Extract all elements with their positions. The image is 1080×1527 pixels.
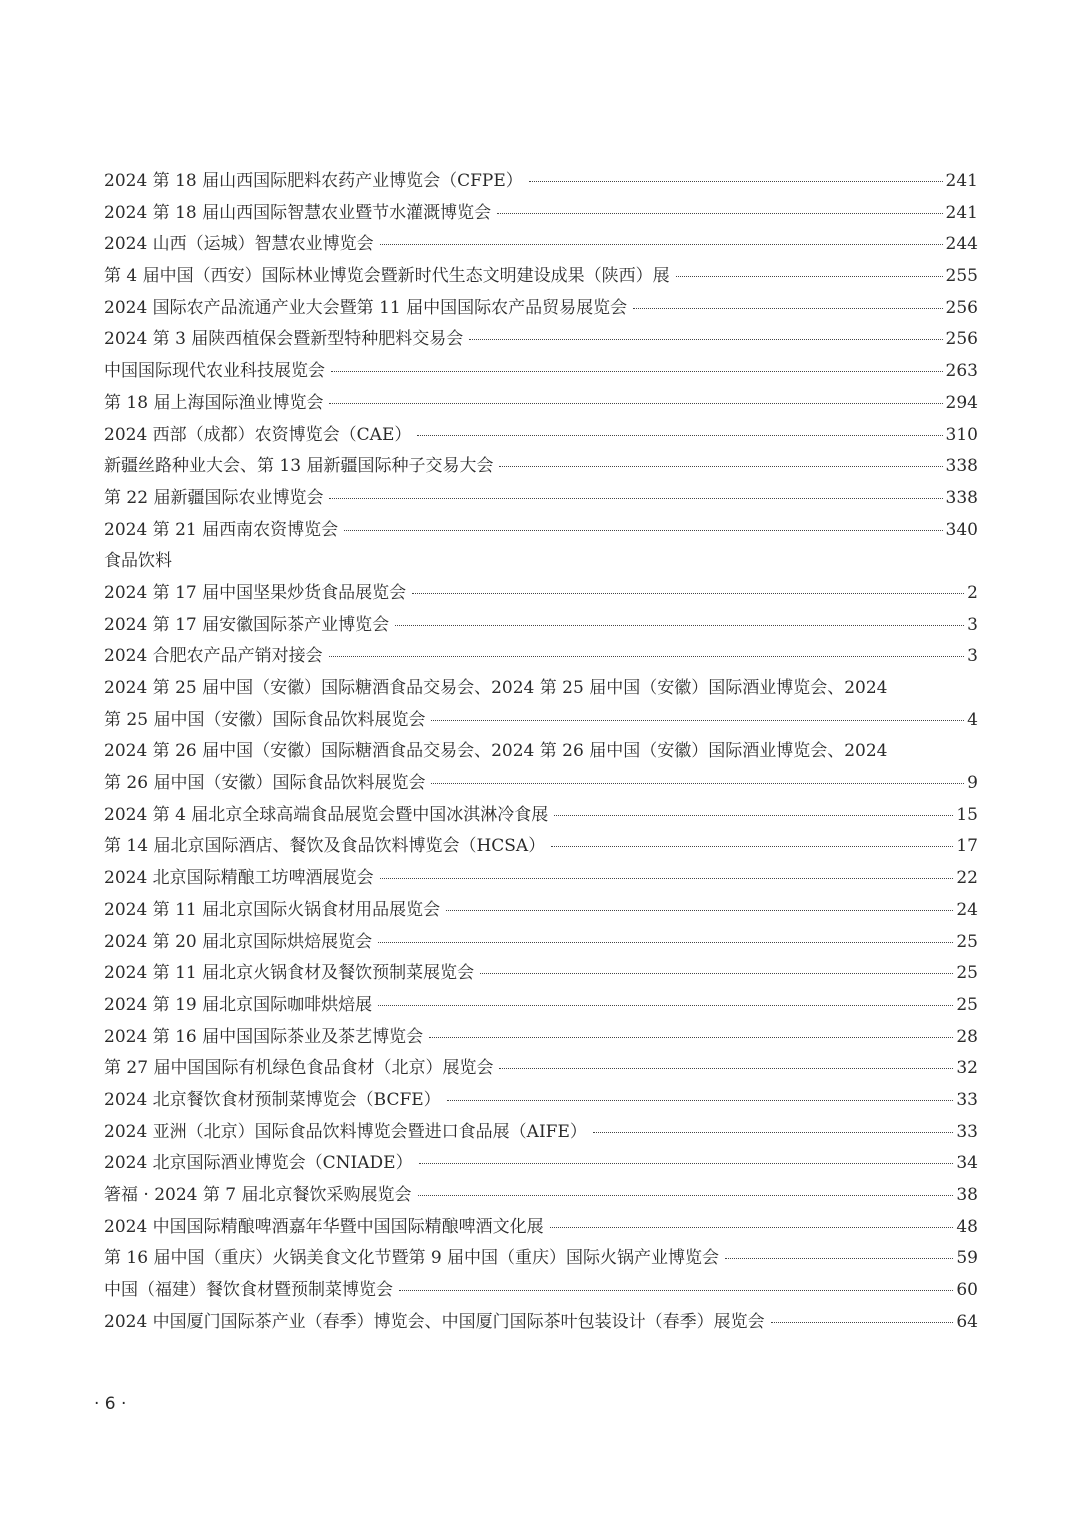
toc-entry-page: 38 — [956, 1185, 978, 1205]
dot-leader — [469, 339, 942, 340]
section-heading-food: 食品饮料 — [104, 551, 172, 572]
dot-leader — [447, 1100, 954, 1101]
dot-leader — [378, 1005, 953, 1006]
dot-leader — [380, 878, 954, 879]
toc-entry-page: 256 — [945, 329, 978, 350]
toc-entry-page: 59 — [956, 1248, 978, 1269]
toc-entry-title: 第 26 届中国（安徽）国际食品饮料展览会 — [104, 773, 426, 794]
toc-entry-page: 28 — [956, 1026, 978, 1047]
toc-entry-page: 22 — [956, 868, 978, 889]
toc-entry-title: 2024 亚洲（北京）国际食品饮料博览会暨进口食品展（AIFE） — [104, 1121, 587, 1142]
toc-entry-title: 第 14 届北京国际酒店、餐饮及食品饮料博览会（HCSA） — [104, 836, 546, 857]
toc-entry-page: 15 — [956, 804, 978, 825]
toc-entry[interactable] — [104, 515, 978, 547]
dot-leader — [497, 213, 942, 214]
toc-entry-title: 2024 第 19 届北京国际咖啡烘焙展 — [104, 994, 373, 1015]
toc-entry-page: 2 — [967, 582, 978, 603]
toc-entry-page: 4 — [967, 709, 978, 730]
toc-entry-title: 2024 北京国际精酿工坊啤酒展览会 — [104, 868, 374, 889]
dot-leader — [676, 276, 943, 277]
toc-entry-title: 2024 山西（运城）智慧农业博览会 — [104, 234, 374, 255]
toc-entry-page: 25 — [956, 931, 978, 952]
dot-leader — [771, 1322, 954, 1323]
dot-leader — [550, 1227, 954, 1228]
dot-leader — [418, 1195, 954, 1196]
table-of-contents — [104, 166, 978, 1338]
dot-leader — [554, 815, 953, 816]
toc-entry[interactable] — [104, 293, 978, 325]
toc-entry[interactable] — [104, 324, 978, 356]
dot-leader — [529, 181, 943, 182]
toc-entry[interactable] — [104, 831, 978, 863]
dot-leader — [431, 783, 964, 784]
dot-leader — [329, 656, 965, 657]
toc-entry-page: 256 — [945, 297, 978, 318]
toc-entry-title: 箸福 · 2024 第 7 届北京餐饮采购展览会 — [104, 1185, 412, 1205]
dot-leader — [633, 308, 942, 309]
dot-leader — [431, 720, 964, 721]
toc-entry[interactable] — [104, 1307, 978, 1339]
toc-entry[interactable] — [104, 1212, 978, 1244]
toc-entry[interactable] — [104, 198, 978, 230]
dot-leader — [331, 371, 943, 372]
toc-entry-page: 241 — [945, 202, 978, 223]
toc-entry-page: 25 — [956, 994, 978, 1015]
dot-leader — [429, 1037, 953, 1038]
toc-entry-page: 244 — [945, 234, 978, 255]
toc-entry[interactable] — [104, 800, 978, 832]
toc-entry-title: 2024 第 11 届北京国际火锅食材用品展览会 — [104, 899, 441, 920]
toc-entry-page: 64 — [956, 1311, 978, 1332]
toc-entry[interactable] — [104, 610, 978, 642]
toc-entry-title: 2024 北京国际酒业博览会（CNIADE） — [104, 1153, 413, 1174]
toc-entry[interactable] — [104, 1117, 978, 1149]
toc-entry[interactable] — [104, 483, 978, 515]
toc-entry[interactable] — [104, 1148, 978, 1180]
dot-leader — [551, 846, 953, 847]
toc-entry-page: 294 — [945, 392, 978, 413]
dot-leader — [412, 593, 964, 594]
toc-entry-title: 2024 中国厦门国际茶产业（春季）博览会、中国厦门国际茶叶包装设计（春季）展览会 — [104, 1311, 765, 1332]
dot-leader — [499, 1068, 953, 1069]
toc-entry-page: 60 — [956, 1280, 978, 1301]
toc-entry[interactable] — [104, 1022, 978, 1054]
dot-leader — [446, 910, 953, 911]
toc-entry-continued-line[interactable]: 2024 第 26 届中国（安徽）国际糖酒食品交易会、2024 第 26 届中国（安徽）国际酒业博览会、2024 — [104, 741, 888, 762]
toc-entry-title: 2024 合肥农产品产销对接会 — [104, 646, 323, 667]
toc-entry-title: 2024 第 17 届安徽国际茶产业博览会 — [104, 614, 390, 635]
toc-entry-page: 310 — [945, 424, 978, 445]
toc-entry-title: 2024 第 20 届北京国际烘焙展览会 — [104, 931, 373, 952]
toc-entry-title: 第 25 届中国（安徽）国际食品饮料展览会 — [104, 709, 426, 730]
toc-entry-title: 中国（福建）餐饮食材暨预制菜博览会 — [104, 1280, 393, 1301]
dot-leader — [395, 625, 964, 626]
toc-entry-title: 2024 中国国际精酿啤酒嘉年华暨中国国际精酿啤酒文化展 — [104, 1216, 544, 1237]
toc-entry-title: 2024 第 21 届西南农资博览会 — [104, 519, 339, 540]
toc-entry[interactable] — [104, 420, 978, 452]
toc-entry[interactable] — [104, 1275, 978, 1307]
toc-entry[interactable] — [104, 166, 978, 198]
toc-entry[interactable] — [104, 1243, 978, 1275]
dot-leader — [480, 973, 953, 974]
toc-entry-title: 第 22 届新疆国际农业博览会 — [104, 487, 324, 508]
toc-entry-title: 2024 第 18 届山西国际肥料农药产业博览会（CFPE） — [104, 171, 523, 191]
toc-entry-title: 2024 第 11 届北京火锅食材及餐饮预制菜展览会 — [104, 963, 475, 984]
toc-entry[interactable] — [104, 451, 978, 483]
toc-entry-page: 33 — [956, 1121, 978, 1142]
page-number: · 6 · — [94, 1394, 127, 1414]
toc-entry-page: 340 — [945, 519, 978, 540]
toc-entry[interactable] — [104, 1085, 978, 1117]
toc-entry[interactable] — [104, 261, 978, 293]
toc-entry-title: 第 4 届中国（西安）国际林业博览会暨新时代生态文明建设成果（陕西）展 — [104, 266, 670, 287]
dot-leader — [329, 403, 942, 404]
toc-entry-page: 48 — [956, 1216, 978, 1237]
toc-entry[interactable] — [104, 388, 978, 420]
dot-leader — [593, 1132, 953, 1133]
toc-entry[interactable] — [104, 863, 978, 895]
toc-entry-page: 9 — [967, 773, 978, 794]
dot-leader — [344, 530, 942, 531]
toc-entry-title: 2024 第 4 届北京全球高端食品展览会暨中国冰淇淋冷食展 — [104, 804, 549, 825]
toc-entry[interactable] — [104, 927, 978, 959]
toc-entry[interactable] — [104, 705, 978, 737]
toc-entry-page: 24 — [956, 899, 978, 920]
toc-entry-page: 17 — [956, 836, 978, 857]
toc-entry[interactable] — [104, 895, 978, 927]
toc-entry[interactable] — [104, 1053, 978, 1085]
toc-entry-title: 2024 西部（成都）农资博览会（CAE） — [104, 424, 412, 445]
dot-leader — [725, 1258, 953, 1259]
toc-entry-title: 2024 第 16 届中国国际茶业及茶艺博览会 — [104, 1026, 424, 1047]
toc-entry[interactable] — [104, 958, 978, 990]
toc-entry-title: 第 27 届中国国际有机绿色食品食材（北京）展览会 — [104, 1058, 494, 1079]
toc-entry-page: 241 — [945, 171, 978, 191]
toc-entry-page: 33 — [956, 1089, 978, 1110]
dot-leader — [380, 244, 943, 245]
toc-entry-title: 新疆丝路种业大会、第 13 届新疆国际种子交易大会 — [104, 456, 494, 477]
toc-entry-page: 263 — [945, 361, 978, 382]
toc-entry-title: 2024 北京餐饮食材预制菜博览会（BCFE） — [104, 1089, 441, 1110]
toc-entry[interactable] — [104, 578, 978, 610]
toc-entry-continued-line[interactable]: 2024 第 25 届中国（安徽）国际糖酒食品交易会、2024 第 25 届中国（安徽）国际酒业博览会、2024 — [104, 678, 888, 698]
dot-leader — [419, 1163, 954, 1164]
dot-leader — [399, 1290, 953, 1291]
toc-entry[interactable] — [104, 356, 978, 388]
toc-entry-page: 32 — [956, 1058, 978, 1079]
toc-entry-page: 3 — [967, 614, 978, 635]
toc-entry-title: 2024 第 17 届中国坚果炒货食品展览会 — [104, 582, 407, 603]
toc-entry-title: 中国国际现代农业科技展览会 — [104, 361, 325, 382]
toc-entry-page: 338 — [945, 487, 978, 508]
toc-entry-page: 34 — [956, 1153, 978, 1174]
toc-entry-page: 338 — [945, 456, 978, 477]
toc-entry-title: 第 18 届上海国际渔业博览会 — [104, 392, 324, 413]
toc-entry-title: 2024 第 3 届陕西植保会暨新型特种肥料交易会 — [104, 329, 464, 350]
toc-entry[interactable] — [104, 1180, 978, 1212]
dot-leader — [499, 466, 942, 467]
toc-entry-page: 3 — [967, 646, 978, 667]
toc-entry[interactable] — [104, 990, 978, 1022]
toc-entry-title: 第 16 届中国（重庆）火锅美食文化节暨第 9 届中国（重庆）国际火锅产业博览会 — [104, 1248, 720, 1269]
toc-entry-page: 25 — [956, 963, 978, 984]
toc-entry-title: 2024 第 18 届山西国际智慧农业暨节水灌溉博览会 — [104, 202, 492, 223]
toc-entry[interactable] — [104, 641, 978, 673]
dot-leader — [329, 498, 942, 499]
toc-entry[interactable] — [104, 768, 978, 800]
toc-entry[interactable] — [104, 229, 978, 261]
toc-entry-title: 2024 国际农产品流通产业大会暨第 11 届中国国际农产品贸易展览会 — [104, 297, 628, 318]
toc-entry-page: 255 — [945, 266, 978, 287]
dot-leader — [417, 435, 942, 436]
dot-leader — [378, 942, 953, 943]
